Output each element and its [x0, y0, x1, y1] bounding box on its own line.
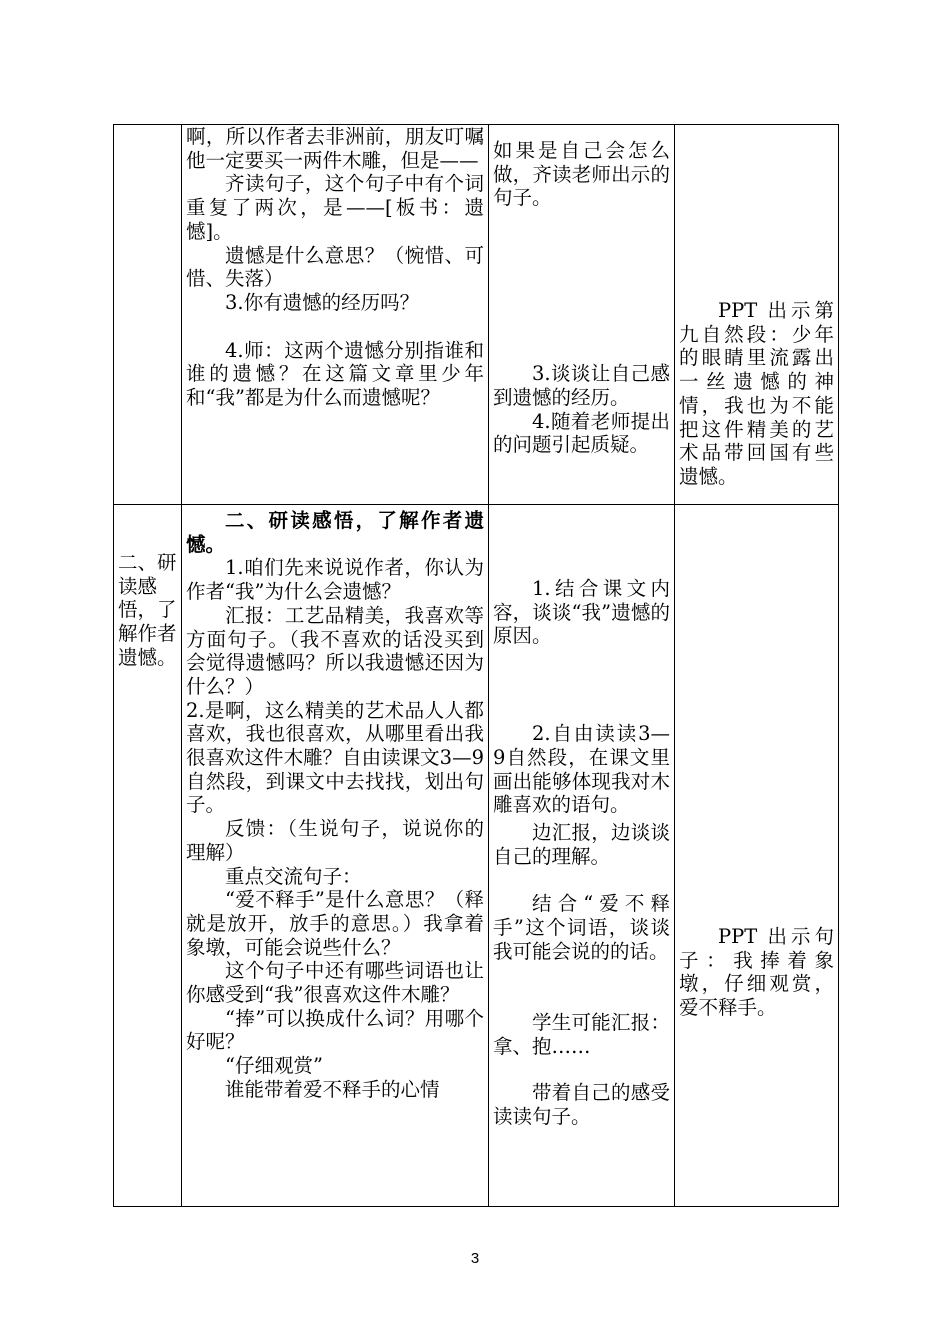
teacher-activity-cell [182, 125, 489, 505]
teacher-text: 1.咱们先来说说作者，你认为作者“我”为什么会遗憾？ [186, 556, 484, 604]
page-number: 3 [470, 1250, 480, 1267]
teacher-text: 汇报：工艺品精美，我喜欢等方面句子。（我不喜欢的话没买到会觉得遗憾吗？所以我遗憾还因为什么？） [186, 603, 484, 698]
teacher-text: 重点交流句子： [225, 864, 362, 888]
student-text: 结合“爱不释手”这个词语，谈谈我可能会说的的话。 [493, 892, 670, 963]
student-text: 如果是自己会怎么做，齐读老师出示的句子。 [493, 139, 670, 210]
student-activity-cell [489, 125, 675, 505]
teacher-activity-cell [182, 505, 489, 1207]
student-text: 边汇报，边谈谈自己的理解。 [493, 820, 670, 868]
teacher-text: 啊，所以作者去非洲前，朋友叮嘱他一定要买一两件木雕，但是—— [186, 125, 484, 172]
teacher-text: “仔细观赏” [225, 1054, 323, 1078]
teacher-text: 这个句子中还有哪些词语也让你感受到“我”很喜欢这件木雕？ [186, 959, 484, 1007]
teacher-text: 4.师：这两个遗憾分别指谁和谁的遗憾？在这篇文章里少年和“我”都是为什么而遗憾呢？ [186, 338, 484, 410]
student-text: 2.自由读读3—9自然段，在课文里画出能够体现我对木雕喜欢的语句。 [493, 722, 670, 817]
teacher-text: 遗憾是什么意思？（惋惜、可惜、失落） [186, 243, 484, 291]
media-text: PPT 出示句子：我捧着象墩，仔细观赏，爱不释手。 [679, 925, 834, 1020]
phase-cell [114, 505, 182, 1207]
student-text: 带着自己的感受读读句子。 [493, 1080, 670, 1128]
media-text: PPT 出示第九自然段：少年的眼睛里流露出一丝遗憾的神情，我也为不能把这件精美的艺术品带回国有些遗憾。 [679, 299, 834, 488]
phase-cell [114, 125, 182, 505]
section-heading: 二、研读感悟，了解作者遗憾。 [186, 509, 484, 556]
lesson-plan-table [113, 124, 839, 1207]
teacher-text: 反馈：（生说句子，说说你的理解） [186, 817, 484, 864]
student-text: 学生可能汇报：拿、抱…… [493, 1011, 670, 1059]
teacher-text: 齐读句子，这个句子中有个词重复了两次，是——[板书：遗憾]。 [186, 172, 484, 243]
teacher-text: “爱不释手”是什么意思？（释就是放开，放手的意思。）我拿着象墩，可能会说些什么？ [186, 888, 484, 959]
teacher-text: 3.你有遗憾的经历吗？ [225, 290, 420, 314]
table-row [114, 505, 839, 1207]
table-row [114, 125, 839, 505]
student-activity-cell [489, 505, 675, 1207]
teacher-text: 谁能带着爱不释手的心情 [225, 1077, 440, 1101]
media-cell [675, 125, 839, 505]
phase-label: 二、研读感悟，了解作者遗憾。 [118, 551, 177, 669]
student-text: 4.随着老师提出的问题引起质疑。 [493, 409, 670, 457]
media-cell [675, 505, 839, 1207]
student-text: 1.结合课文内容，谈谈“我”遗憾的原因。 [493, 577, 670, 648]
teacher-text: “捧”可以换成什么词？用哪个好呢？ [186, 1006, 484, 1054]
student-text: 3.谈谈让自己感到遗憾的经历。 [493, 362, 670, 409]
teacher-text: 2.是啊，这么精美的艺术品人人都喜欢，我也很喜欢，从哪里看出我很喜欢这件木雕？自由读课文3—9自然段，到课文中去找找，划出句子。 [186, 698, 484, 817]
